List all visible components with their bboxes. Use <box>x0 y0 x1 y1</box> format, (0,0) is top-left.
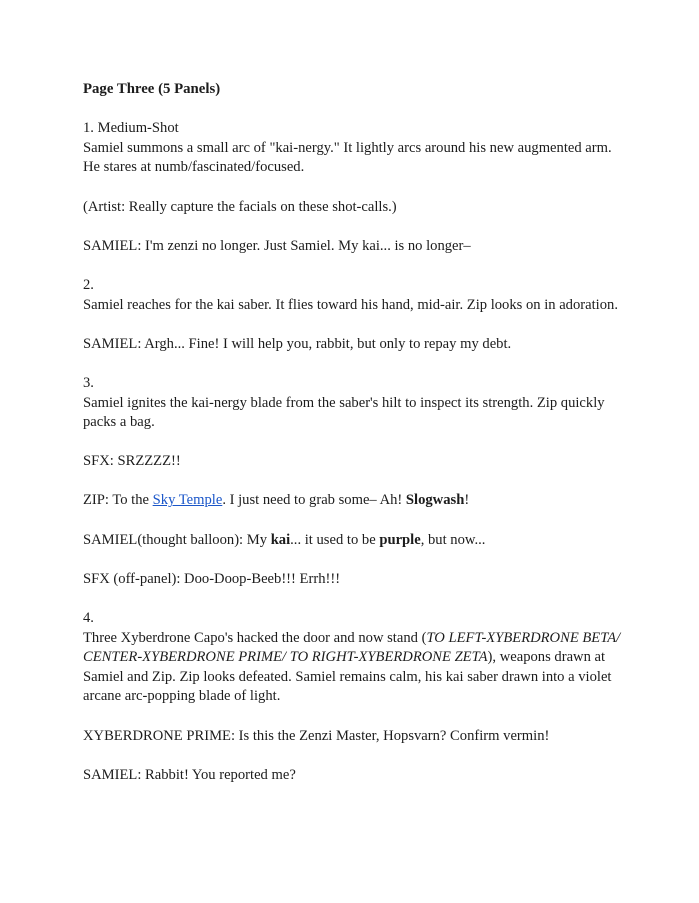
panel-1-description: Samiel summons a small arc of "kai-nergy." It lightly arcs around his new augmented arm. He stares at numb/fascinated/focused. <box>83 139 612 176</box>
samiel-thought <box>83 531 623 551</box>
zip-dialogue-middle: . I just need to grab some– Ah! <box>222 492 406 509</box>
kai-bold: kai <box>270 531 291 548</box>
thought-middle: ... it used to be <box>290 531 380 548</box>
panel-4-desc-italic: TO LEFT-XYBERDRONE BETA/ CENTER-XYBERDRONE PRIME/ TO RIGHT-XYBERDRONE ZETA <box>83 629 621 666</box>
panel-4 <box>83 609 623 707</box>
panel-3-heading: 3. <box>83 374 94 391</box>
panel-2-heading: 2. <box>83 276 94 293</box>
panel-3-sfx: SFX: SRZZZZ!! <box>83 453 181 470</box>
panel-2-description: Samiel reaches for the kai saber. It flies toward his hand, mid-air. Zip looks on in adoration. <box>83 296 618 313</box>
thought-suffix: , but now... <box>420 531 486 548</box>
zip-dialogue-prefix: ZIP: To the <box>83 492 153 509</box>
purple-bold: purple <box>379 531 421 548</box>
zip-dialogue-suffix: ! <box>464 492 470 509</box>
offpanel-sfx: SFX (off-panel): Doo-Doop-Beeb!!! Errh!!! <box>83 570 341 587</box>
panel-1 <box>83 119 623 178</box>
panel-1-dialogue: SAMIEL: I'm zenzi no longer. Just Samiel. My kai... is no longer– <box>83 237 471 254</box>
zip-dialogue <box>83 491 623 511</box>
thought-prefix: SAMIEL(thought balloon): My <box>83 531 271 548</box>
document-body <box>83 80 623 805</box>
samiel-dialogue-final: SAMIEL: Rabbit! You reported me? <box>83 766 296 783</box>
panel-1-heading: 1. Medium-Shot <box>83 120 179 137</box>
sky-temple-link[interactable]: Sky Temple <box>152 492 223 509</box>
panel-3-description: Samiel ignites the kai-nergy blade from the saber's hilt to inspect its strength. Zip quickly packs a bag. <box>83 394 605 431</box>
panel-4-desc-prefix: Three Xyberdrone Capo's hacked the door and now stand ( <box>83 629 427 646</box>
page-title: Page Three (5 Panels) <box>83 81 221 97</box>
panel-2-dialogue: SAMIEL: Argh... Fine! I will help you, rabbit, but only to repay my debt. <box>83 335 512 352</box>
xyberdrone-dialogue: XYBERDRONE PRIME: Is this the Zenzi Master, Hopsvarn? Confirm vermin! <box>83 727 550 744</box>
panel-3 <box>83 374 623 433</box>
panel-2 <box>83 276 623 315</box>
slogwash-bold: Slogwash <box>405 492 465 509</box>
artist-note: (Artist: Really capture the facials on these shot-calls.) <box>83 198 397 215</box>
panel-4-heading: 4. <box>83 610 94 627</box>
panel-4-desc-suffix: ), weapons drawn at Samiel and Zip. Zip looks defeated. Samiel remains calm, his kai saber drawn into a violet arcane arc-popping blade of light. <box>83 649 612 705</box>
